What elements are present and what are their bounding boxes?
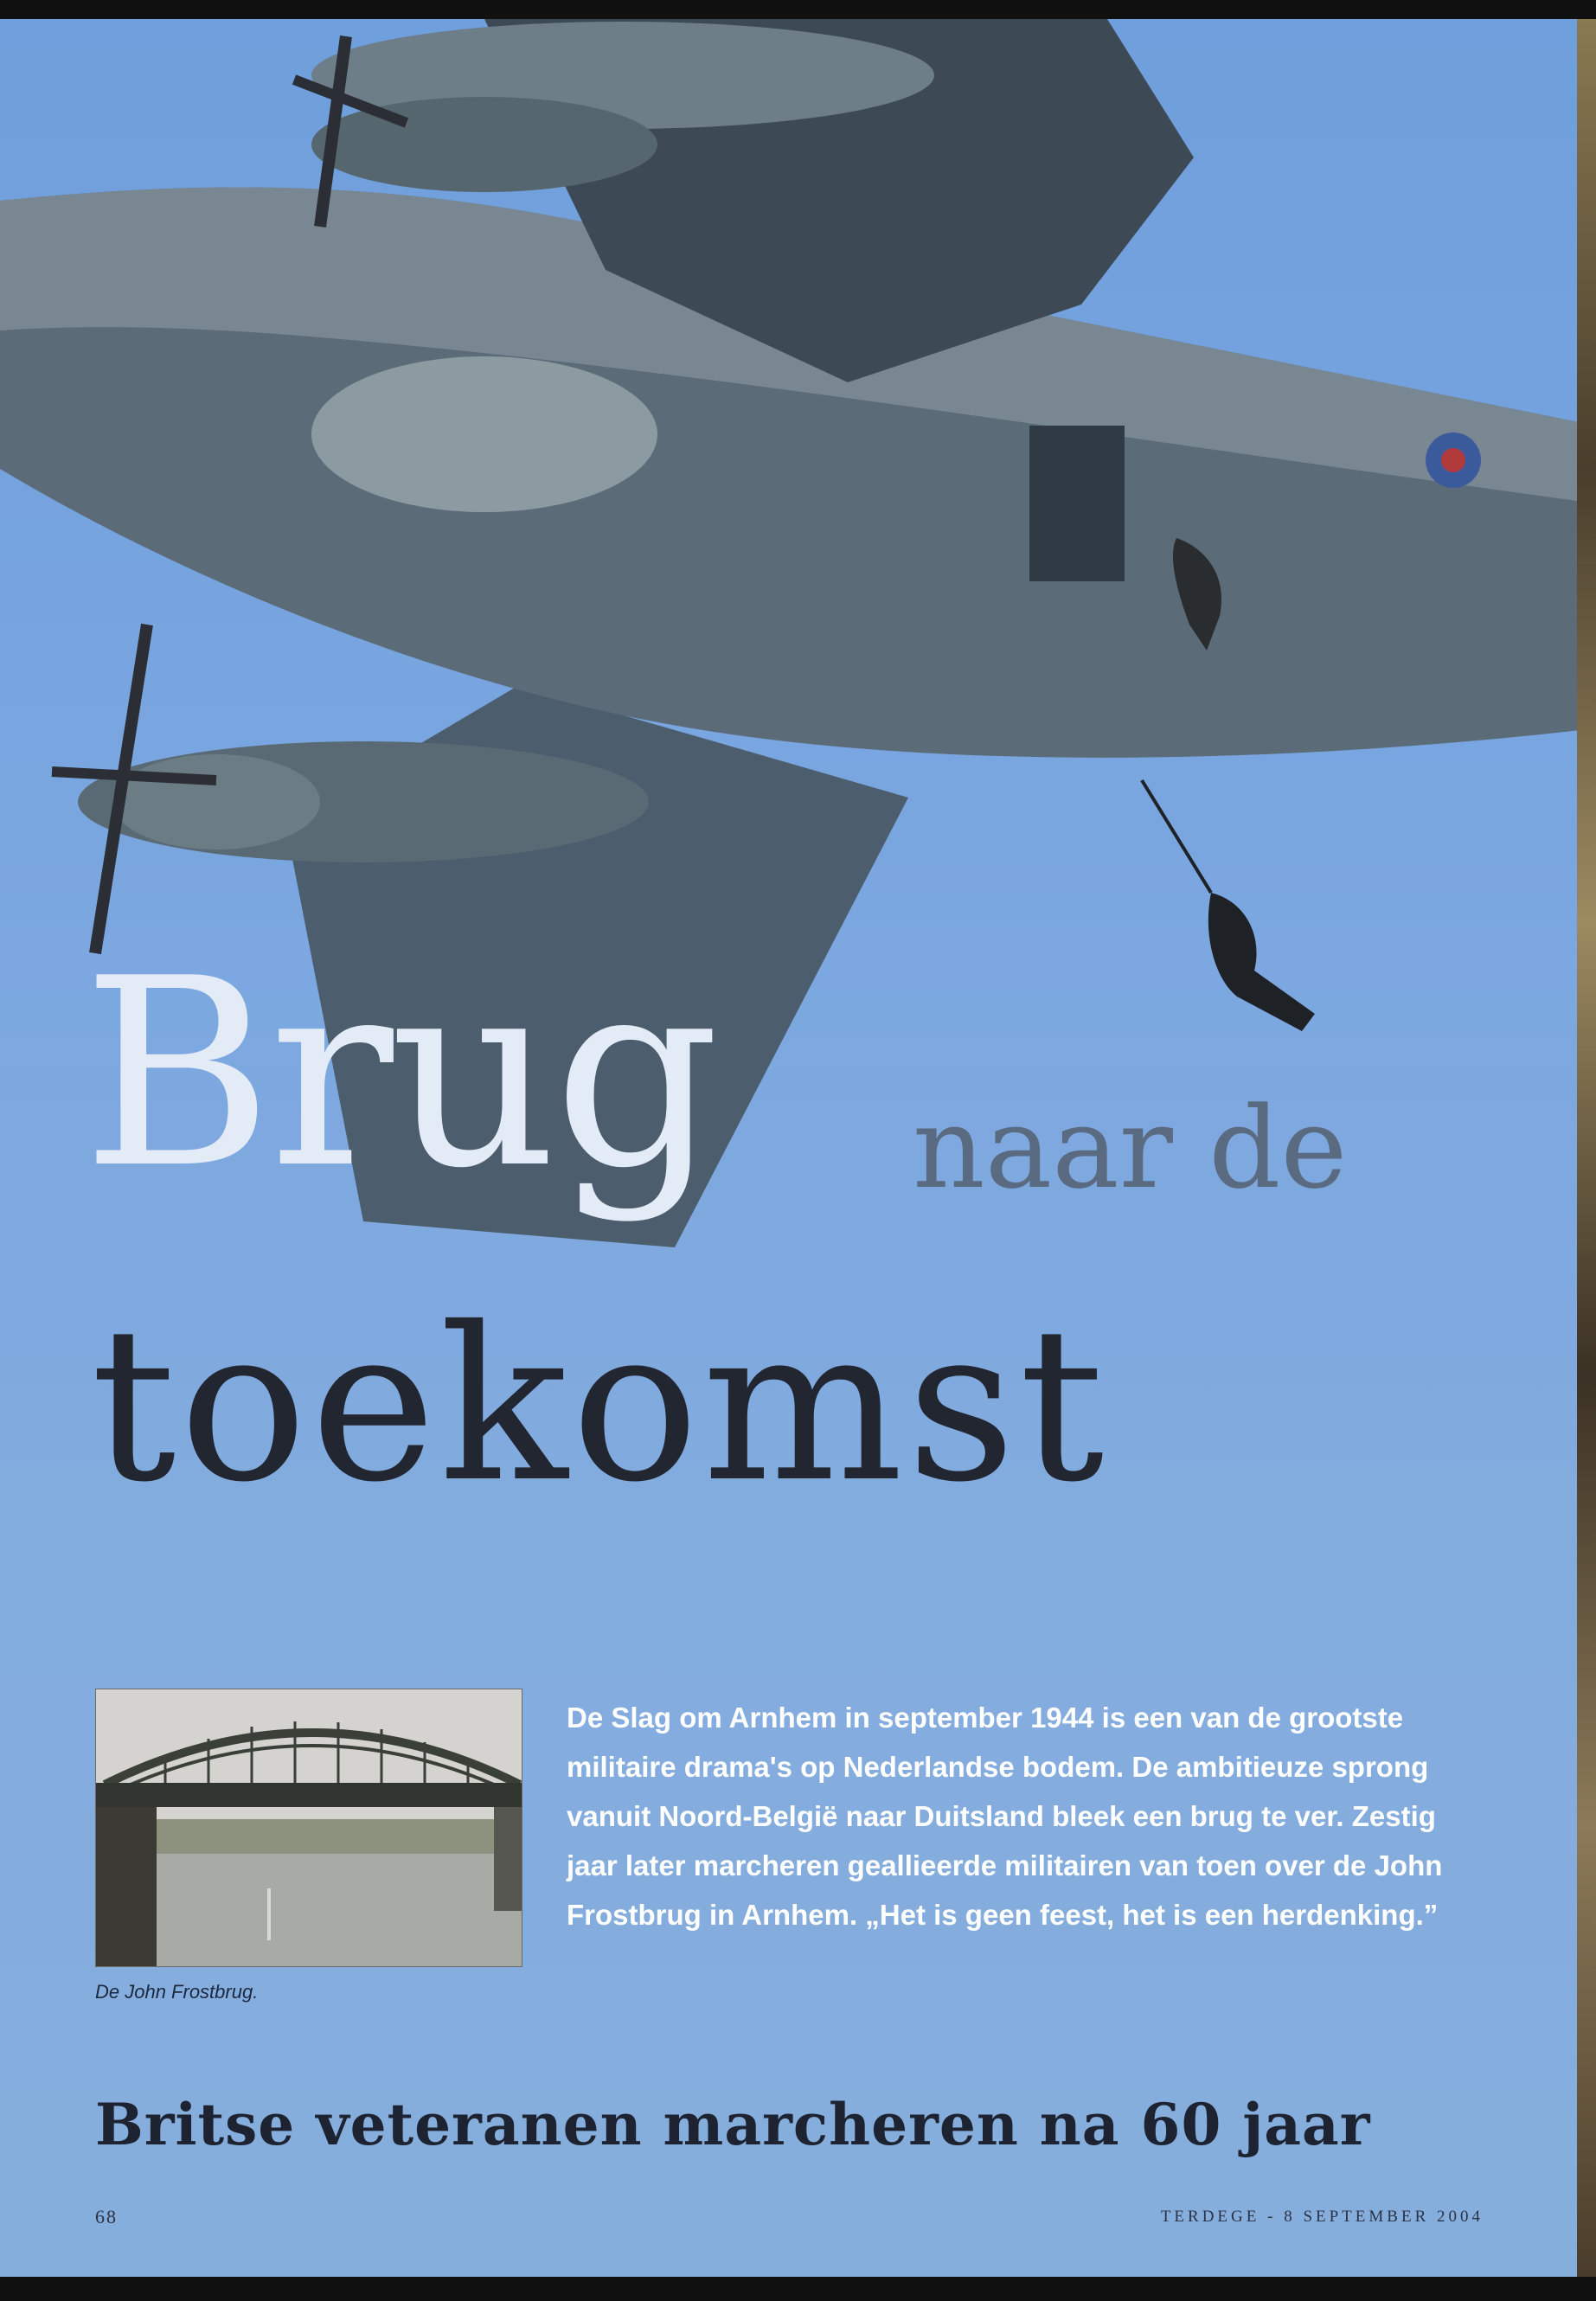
bridge-photo: [95, 1689, 522, 1967]
magazine-page: [0, 19, 1596, 2277]
intro-paragraph: De Slag om Arnhem in september 1944 is een van de grootste militaire drama's op Nederlandse bodem. De ambitieuze sprong vanuit Noord-België naar Duitsland bleek een brug te ver. Zestig jaar later marcheren geallieerde militairen van toen over de John Frostbrug in Arnhem. „Het is geen feest, het is een herdenking.”: [567, 1702, 1443, 1931]
page-number: 68: [95, 2206, 118, 2227]
photo-caption: De John Frostbrug.: [95, 1981, 259, 2003]
headline-naar-de: naar de: [913, 1082, 1348, 1214]
publication-footer: TERDEGE - 8 SEPTEMBER 2004: [1160, 2208, 1484, 2226]
article-subtitle: Britse veteranen marcheren na 60 jaar: [95, 2091, 1371, 2158]
headline-brug: Brug: [82, 923, 717, 1225]
headline-toekomst: toekomst: [91, 1282, 1108, 1529]
adjacent-page-edge: [1577, 19, 1596, 2277]
